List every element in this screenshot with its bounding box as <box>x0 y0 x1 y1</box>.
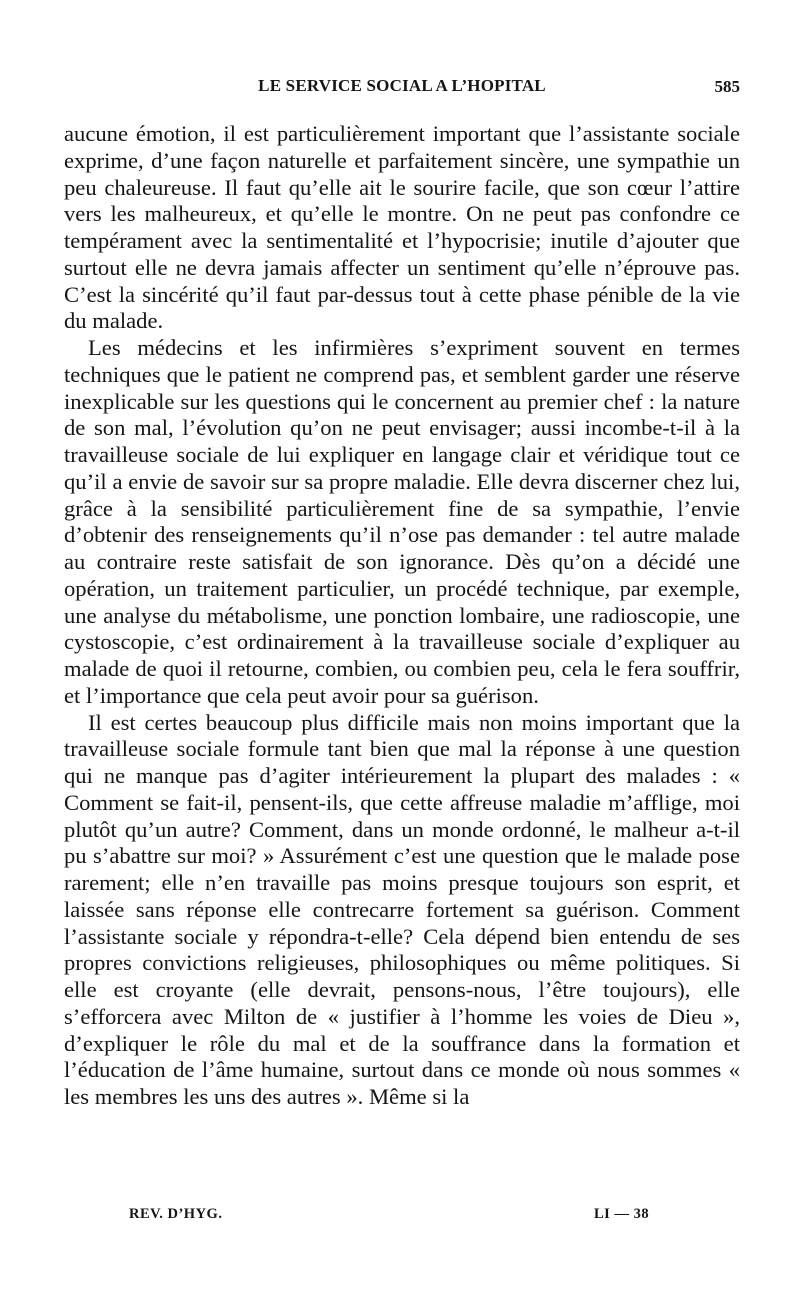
paragraph-3: Il est certes beaucoup plus difficile mais non moins important que la travailleuse sociale formule tant bien que mal la réponse à une question qui ne manque pas d’agiter intérieurement la plupart des malades : « Comment se fait-il, pensent-ils, que cette affreuse maladie m’afflige, moi plutôt qu’un autre? Comment, dans un monde ordonné, le malheur a-t-il pu s’abattre sur moi? » Assurément c’est une question que le malade pose rarement; elle n’en travaille pas moins presque toujours son esprit, et laissée sans réponse elle contrecarre fortement sa guérison. Comment l’assistante sociale y répondra-t-elle? Cela dépend bien entendu de ses propres convictions religieuses, philosophiques ou même politiques. Si elle est croyante (elle devrait, pensons-nous, l’être toujours), elle s’efforcera avec Milton de « justifier à l’homme les voies de Dieu », d’expliquer le rôle du mal et de la souffrance dans la formation et l’éducation de l’âme humaine, surtout dans ce monde où nous sommes « les membres les uns des autres ». Même si la <box>64 709 740 1109</box>
page-number: 585 <box>714 77 740 96</box>
journal-signature: REV. D’HYG. <box>129 1206 223 1222</box>
volume-signature: LI — 38 <box>594 1206 650 1222</box>
paragraph-2: Les médecins et les infirmières s’expriment souvent en termes techniques que le patient ne comprend pas, et semblent garder une réserve inexplicable sur les questions qui le concernent au premier chef : la nature de son mal, l’évolution qu’on ne peut envisager; aussi incombe-t-il à la travailleuse sociale de lui expliquer en langage clair et véridique tout ce qu’il a envie de savoir sur sa propre maladie. Elle devra discerner chez lui, grâce à la sensibilité particulièrement fine de sa sympathie, l’envie d’obtenir des renseignements qu’il n’ose pas demander : tel autre malade au contraire reste satisfait de son ignorance. Dès qu’on a décidé une opération, un traitement particulier, un procédé technique, par exemple, une analyse du métabolisme, une ponction lombaire, une radioscopie, une cystoscopie, c’est ordinairement à la travailleuse sociale d’expliquer au malade de quoi il retourne, combien, ou combien peu, cela le fera souffrir, et l’importance que cela peut avoir pour sa guérison. <box>64 335 740 708</box>
paragraph-1: aucune émotion, il est particulièrement important que l’assistante sociale exprime, d’une façon naturelle et parfaitement sincère, une sympathie un peu chaleureuse. Il faut qu’elle ait le sourire facile, que son cœur l’attire vers les malheureux, et qu’elle le montre. On ne peut pas confondre ce tempérament avec la sentimentalité et l’hypocrisie; inutile d’ajouter que surtout elle ne devra jamais affecter un sentiment qu’elle n’éprouve pas. C’est la sincérité qu’il faut par-dessus tout à cette phase pénible de la vie du malade. <box>64 121 740 334</box>
running-title: LE SERVICE SOCIAL A L’HOPITAL <box>258 76 546 95</box>
running-header <box>64 76 740 104</box>
page-footer <box>64 1206 740 1230</box>
article-body <box>64 121 740 1111</box>
